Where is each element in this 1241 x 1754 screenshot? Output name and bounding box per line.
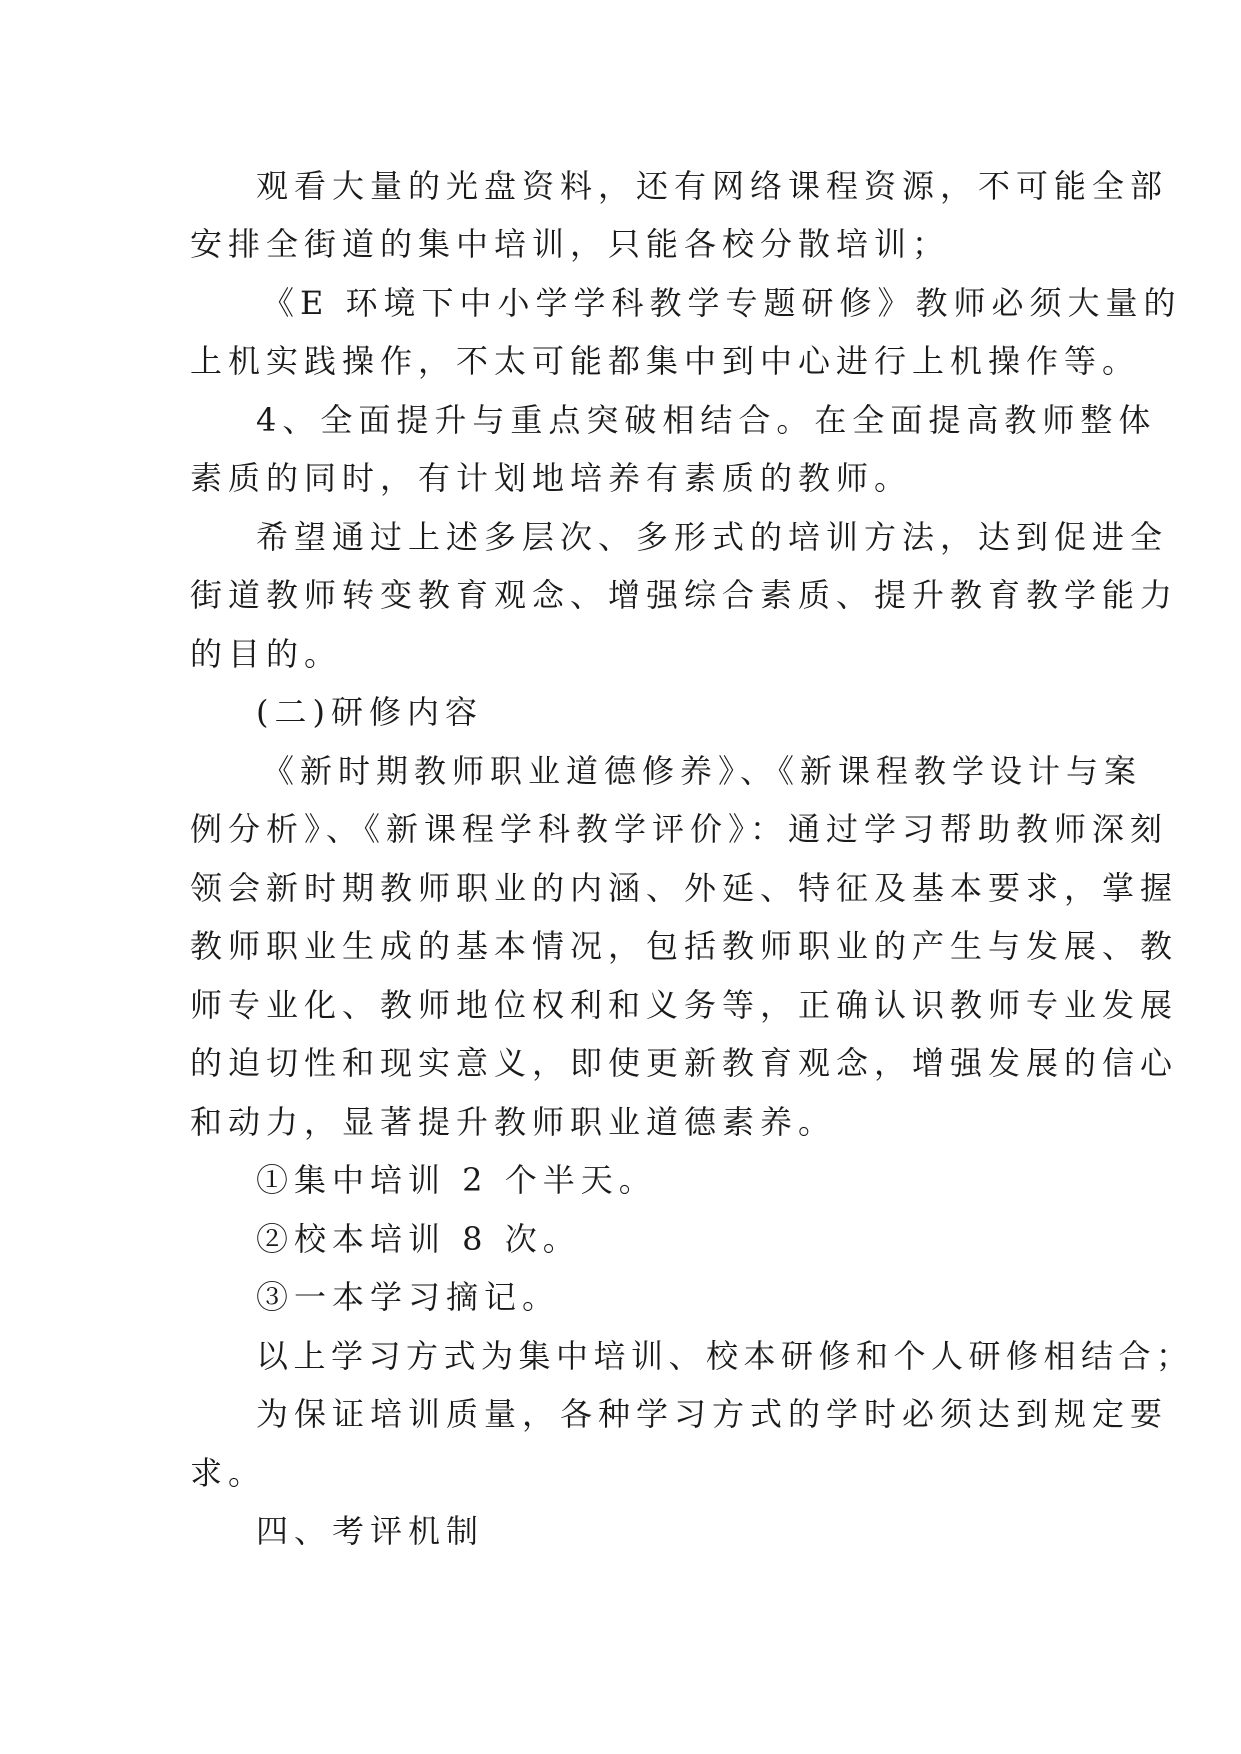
paragraph-line: 《E 环境下中小学学科教学专题研修》教师必须大量的 bbox=[262, 284, 1182, 322]
paragraph-line: 求。 bbox=[190, 1454, 267, 1492]
list-item: ③一本学习摘记。 bbox=[256, 1278, 561, 1316]
paragraph-line: 例分析》、《新课程学科教学评价》：通过学习帮助教师深刻 bbox=[190, 810, 1169, 848]
paragraph-line: 为保证培训质量，各种学习方式的学时必须达到规定要 bbox=[256, 1395, 1169, 1433]
paragraph-line: 教师职业生成的基本情况，包括教师职业的产生与发展、教 bbox=[190, 927, 1179, 965]
list-item: ②校本培训 8 次。 bbox=[256, 1220, 581, 1258]
paragraph-line: 以上学习方式为集中培训、校本研修和个人研修相结合； bbox=[256, 1337, 1194, 1375]
paragraph-line: 师专业化、教师地位权利和义务等，正确认识教师专业发展 bbox=[190, 986, 1179, 1024]
paragraph-line: 素质的同时，有计划地培养有素质的教师。 bbox=[190, 459, 913, 497]
paragraph-line: 《新时期教师职业道德修养》、《新课程教学设计与案 bbox=[262, 752, 1143, 790]
paragraph-line: 的迫切性和现实意义，即使更新教育观念，增强发展的信心 bbox=[190, 1044, 1179, 1082]
paragraph-line: 的目的。 bbox=[190, 635, 343, 673]
section-heading: 四、考评机制 bbox=[256, 1512, 485, 1550]
paragraph-line: 和动力，显著提升教师职业道德素养。 bbox=[190, 1103, 837, 1141]
paragraph-line: 领会新时期教师职业的内涵、外延、特征及基本要求，掌握 bbox=[190, 869, 1179, 907]
paragraph-line: 安排全街道的集中培训，只能各校分散培训； bbox=[190, 225, 951, 263]
paragraph-line: 观看大量的光盘资料，还有网络课程资源，不可能全部 bbox=[256, 167, 1169, 205]
paragraph-line: 希望通过上述多层次、多形式的培训方法，达到促进全 bbox=[256, 518, 1169, 556]
section-heading: (二)研修内容 bbox=[256, 693, 483, 731]
list-item: ①集中培训 2 个半天。 bbox=[256, 1161, 657, 1199]
paragraph-line: 4、全面提升与重点突破相结合。在全面提高教师整体 bbox=[256, 401, 1157, 439]
paragraph-line: 上机实践操作，不太可能都集中到中心进行上机操作等。 bbox=[190, 342, 1141, 380]
paragraph-line: 街道教师转变教育观念、增强综合素质、提升教育教学能力 bbox=[190, 576, 1179, 614]
